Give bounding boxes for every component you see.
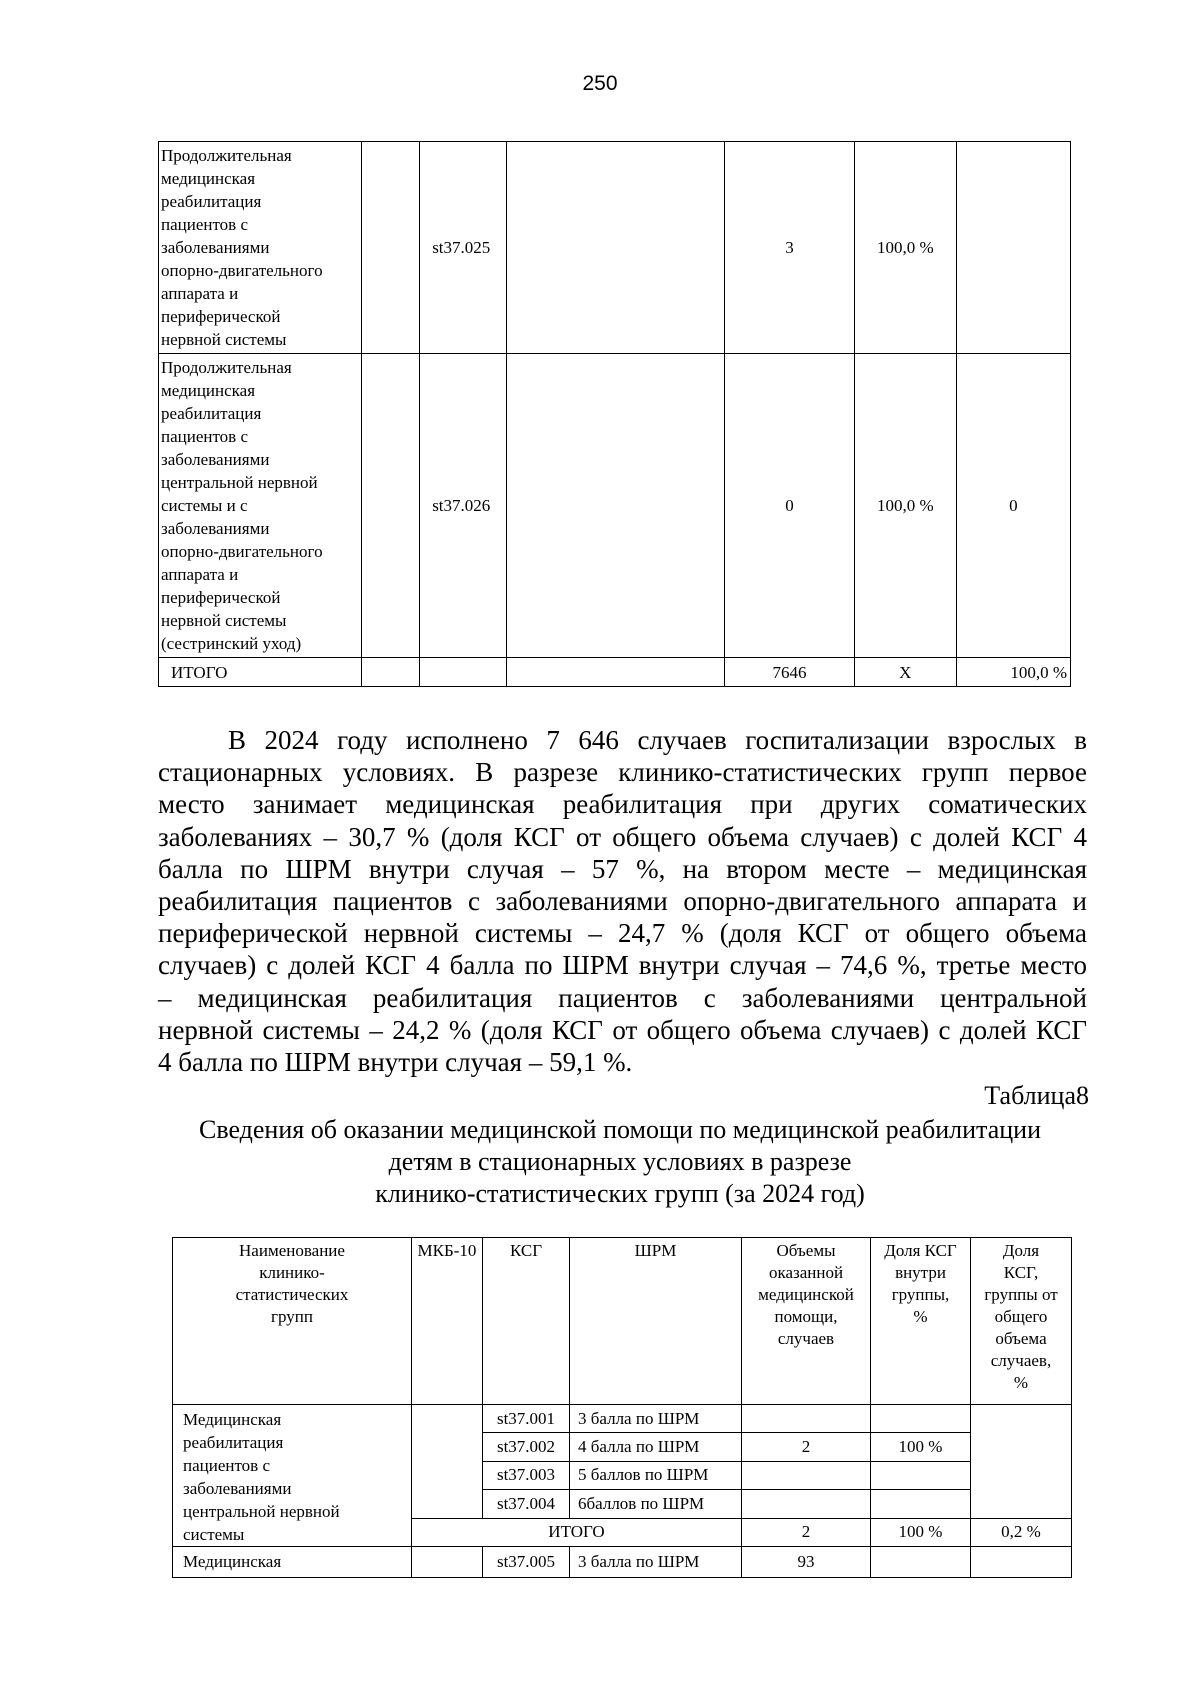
name-line: заболеваниями xyxy=(161,450,270,469)
table-label: Таблица8 xyxy=(984,1081,1089,1110)
header-line: медицинской xyxy=(758,1285,854,1304)
header-share-total xyxy=(971,1238,1072,1405)
name-line: реабилитация xyxy=(161,404,262,423)
name-line: периферической xyxy=(161,307,281,326)
name-line: реабилитация xyxy=(183,1433,284,1452)
group-name-cell: Медицинская xyxy=(173,1547,412,1578)
table-row xyxy=(159,142,1071,354)
group-name-cell xyxy=(159,142,362,354)
header-name xyxy=(173,1238,412,1405)
name-line: периферической xyxy=(161,588,281,607)
volume-cell: 93 xyxy=(742,1547,871,1578)
share-cell xyxy=(871,1490,971,1518)
name-line: заболеваниями xyxy=(161,519,270,538)
ksg-cell: st37.001 xyxy=(483,1405,570,1433)
group-name-cell xyxy=(159,354,362,658)
shrm-cell: 4 балла по ШРМ xyxy=(570,1433,742,1461)
share-in-group-cell: 100,0 % xyxy=(854,142,956,354)
header-line: Доля КСГ xyxy=(884,1241,957,1260)
paragraph-line: место занимает медицинская реабилитация при других соматических xyxy=(158,789,1087,820)
title-line: детям в стационарных условиях в разрезе xyxy=(388,1147,852,1176)
header-line: статистических xyxy=(235,1285,349,1304)
header-line: внутри xyxy=(895,1263,946,1282)
table-8 xyxy=(172,1237,1072,1578)
share-total-cell xyxy=(971,1405,1072,1519)
header-line: случаев xyxy=(777,1329,835,1348)
share-cell: 100 % xyxy=(871,1433,971,1461)
paragraph-line: балла по ШРМ внутри случая – 57 %, на втором месте – медицинская xyxy=(158,853,1087,884)
table-row xyxy=(173,1405,1072,1433)
name-line: пациентов с xyxy=(161,215,249,234)
paragraph-line: реабилитация пациентов с заболеваниями опорно-двигательного аппарата и xyxy=(158,885,1087,916)
paragraph-line: заболеваниях – 30,7 % (доля КСГ от общего объема случаев) с долей КСГ 4 xyxy=(158,821,1087,852)
volume-cell: 3 xyxy=(725,142,855,354)
header-line: общего xyxy=(994,1307,1048,1326)
group-total-label: ИТОГО xyxy=(412,1518,742,1546)
name-line: опорно-двигательного xyxy=(161,542,323,561)
paragraph-line: – медицинская реабилитация пациентов с заболеваниями центральной xyxy=(158,982,1087,1013)
shrm-cell xyxy=(506,142,724,354)
title-line: Сведения об оказании медицинской помощи по медицинской реабилитации xyxy=(199,1115,1041,1144)
total-label: ИТОГО xyxy=(159,658,362,687)
shrm-cell: 3 балла по ШРМ xyxy=(570,1547,742,1578)
header-line: оказанной xyxy=(768,1263,844,1282)
total-row xyxy=(159,658,1071,687)
name-line: аппарата и xyxy=(161,284,239,303)
ksg-cell: st37.004 xyxy=(483,1490,570,1518)
page-number: 250 xyxy=(582,72,618,95)
ksg-cell: st37.005 xyxy=(483,1547,570,1578)
total-share-in-group: Х xyxy=(854,658,956,687)
share-total-cell: 0 xyxy=(956,354,1070,658)
volume-cell: 2 xyxy=(742,1433,871,1461)
header-line: случаев, xyxy=(990,1351,1052,1370)
share-in-group-cell: 100,0 % xyxy=(854,354,956,658)
name-line: пациентов с xyxy=(161,427,249,446)
mkb-cell xyxy=(362,354,420,658)
empty-cell xyxy=(420,658,507,687)
ksg-cell: st37.025 xyxy=(420,142,507,354)
share-cell xyxy=(871,1547,971,1578)
name-line: реабилитация xyxy=(161,192,262,211)
paragraph-line: нервной системы – 24,2 % (доля КСГ от общего объема случаев) с долей КСГ xyxy=(158,1014,1087,1045)
header-volume xyxy=(742,1238,871,1405)
mkb-cell xyxy=(362,142,420,354)
name-line: нервной системы xyxy=(161,330,287,349)
header-line: помощи, xyxy=(774,1307,838,1326)
mkb-cell xyxy=(412,1547,483,1578)
name-line: Продолжительная xyxy=(161,146,292,165)
paragraph-line: 4 балла по ШРМ внутри случая – 59,1 %. xyxy=(158,1046,633,1077)
empty-cell xyxy=(506,658,724,687)
paragraph-line: В 2024 году исполнено 7 646 случаев госпитализации взрослых в xyxy=(228,725,1087,755)
header-line: группы от xyxy=(984,1285,1058,1304)
table-title xyxy=(150,1114,1090,1210)
share-cell xyxy=(871,1461,971,1489)
volume-cell xyxy=(742,1490,871,1518)
name-line: заболеваниями xyxy=(183,1479,292,1498)
header-line: ШРМ xyxy=(634,1241,677,1260)
name-line: системы xyxy=(183,1525,245,1544)
name-line: (сестринский уход) xyxy=(161,634,302,653)
name-line: Медицинская xyxy=(183,1410,282,1429)
header-share-in-group xyxy=(871,1238,971,1405)
name-line: системы и с xyxy=(161,496,248,515)
name-line: Продолжительная xyxy=(161,358,292,377)
header-shrm xyxy=(570,1238,742,1405)
summary-paragraph xyxy=(158,724,1087,1078)
name-line: центральной нервной xyxy=(161,473,318,492)
top-table xyxy=(158,141,1071,687)
header-row xyxy=(173,1238,1072,1405)
share-total-cell xyxy=(956,142,1070,354)
title-line: клинико-статистических групп (за 2024 год) xyxy=(375,1179,865,1208)
header-line: % xyxy=(1013,1373,1029,1392)
header-line: Наименование xyxy=(239,1241,345,1260)
header-line: объема xyxy=(995,1329,1047,1348)
name-line: медицинская xyxy=(161,169,256,188)
shrm-cell xyxy=(506,354,724,658)
name-line: нервной системы xyxy=(161,611,287,630)
paragraph-line: стационарных условиях. В разрезе клинико-статистических групп первое xyxy=(158,757,1087,788)
share-total-cell xyxy=(971,1547,1072,1578)
total-volume: 7646 xyxy=(725,658,855,687)
header-line: % xyxy=(913,1307,928,1326)
table-row xyxy=(159,354,1071,658)
share-cell xyxy=(871,1405,971,1433)
header-line: групп xyxy=(271,1307,313,1326)
group-total-share-total: 0,2 % xyxy=(971,1518,1072,1546)
ksg-cell: st37.003 xyxy=(483,1461,570,1489)
header-line: КСГ, xyxy=(1003,1263,1039,1282)
volume-cell xyxy=(742,1461,871,1489)
header-line: клинико- xyxy=(259,1263,325,1282)
empty-cell xyxy=(362,658,420,687)
name-line: аппарата и xyxy=(161,565,239,584)
shrm-cell: 5 баллов по ШРМ xyxy=(570,1461,742,1489)
group-name-cell xyxy=(173,1405,412,1547)
paragraph-line: периферической нервной системы – 24,7 % (доля КСГ от общего объема xyxy=(158,918,1087,949)
header-ksg xyxy=(483,1238,570,1405)
group-total-share: 100 % xyxy=(871,1518,971,1546)
name-line: пациентов с xyxy=(183,1456,271,1475)
paragraph-line: случаев) с долей КСГ 4 балла по ШРМ внутри случая – 74,6 %, третье место xyxy=(158,950,1087,981)
volume-cell: 0 xyxy=(725,354,855,658)
header-line: Объемы xyxy=(776,1241,836,1260)
shrm-cell: 3 балла по ШРМ xyxy=(570,1405,742,1433)
header-line: МКБ-10 xyxy=(417,1241,477,1260)
header-line: КСГ xyxy=(509,1241,543,1260)
ksg-cell: st37.002 xyxy=(483,1433,570,1461)
name-line: опорно-двигательного xyxy=(161,261,323,280)
name-line: заболеваниями xyxy=(161,238,270,257)
table-row xyxy=(173,1547,1072,1578)
total-share-total: 100,0 % xyxy=(956,658,1070,687)
header-line: Доля xyxy=(1002,1241,1040,1260)
header-mkb xyxy=(412,1238,483,1405)
group-total-volume: 2 xyxy=(742,1518,871,1546)
name-line: медицинская xyxy=(161,381,256,400)
ksg-cell: st37.026 xyxy=(420,354,507,658)
name-line: центральной нервной xyxy=(183,1502,340,1521)
mkb-cell xyxy=(412,1405,483,1519)
shrm-cell: 6баллов по ШРМ xyxy=(570,1490,742,1518)
volume-cell xyxy=(742,1405,871,1433)
header-line: группы, xyxy=(891,1285,950,1304)
